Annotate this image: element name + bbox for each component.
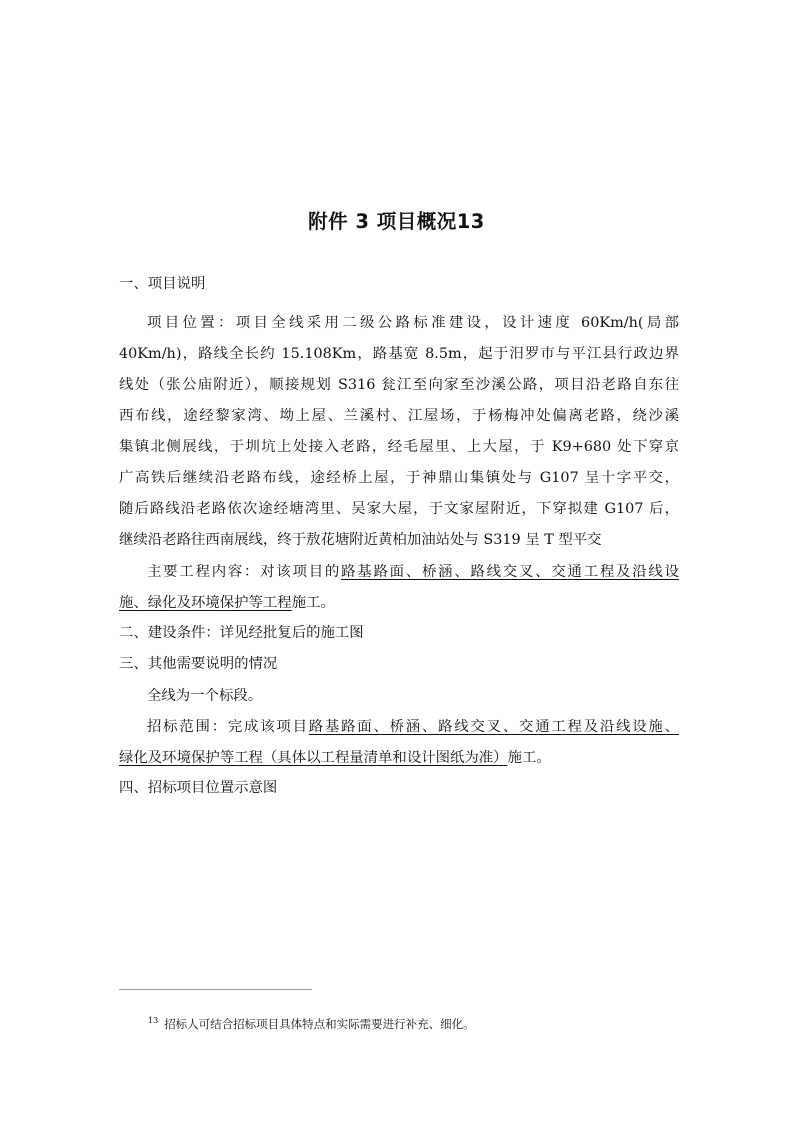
section-heading-other-notes: 三、其他需要说明的情况 — [119, 656, 278, 672]
project-location-line-2: 40Km/h)，路线全长约 15.108Km，路基宽 8.5m，起于汨罗市与平江县行政边界 — [119, 346, 679, 362]
tender-scope-underlined-2: 绿化及环境保护等工程（具体以工程量清单和设计图纸为准） — [119, 750, 508, 766]
project-location-line-6: 广高铁后继续沿老路布线，途经桥上屋，于神鼎山集镇处与 G107 呈十字平交， — [119, 470, 679, 486]
project-location-line-3: 线处（张公庙附近），顺接规划 S316 瓮江至向家至沙溪公路，项目沿老路自东往 — [119, 377, 679, 393]
section-heading-project-description: 一、项目说明 — [119, 276, 206, 292]
footnote-marker: 13 — [148, 1016, 159, 1025]
section-heading-location-map: 四、招标项目位置示意图 — [119, 780, 278, 796]
project-location-line-1: 项目位置：项目全线采用二级公路标准建设，设计速度 60Km/h(局部 — [147, 315, 679, 331]
single-lot-text: 全线为一个标段。 — [147, 688, 263, 704]
main-works-underlined-1: 路基路面、桥涵、路线交叉、交通工程及沿线设 — [341, 564, 679, 580]
main-works-line-1 — [147, 562, 679, 582]
project-location-line-8: 继续沿老路往西南展线，终于敖花塘附近黄柏加油站处与 S319 呈 T 型平交 — [119, 532, 602, 548]
main-works-suffix: 施工。 — [291, 595, 335, 611]
project-location-line-4: 西布线，途经黎家湾、坳上屋、兰溪村、江屋场，于杨梅冲处偏离老路，绕沙溪 — [119, 408, 679, 424]
tender-scope-line-1 — [147, 717, 679, 737]
project-location-line-5: 集镇北侧展线，于圳坑上处接入老路，经毛屋里、上大屋，于 K9+680 处下穿京 — [119, 439, 679, 455]
tender-scope-suffix: 施工。 — [507, 750, 551, 766]
footnote-separator — [119, 989, 312, 990]
project-location-line-7: 随后路线沿老路依次途经塘湾里、吴家大屋，于文家屋附近，下穿拟建 G107 后， — [119, 501, 679, 517]
tender-scope-underlined-1: 路基路面、桥涵、路线交叉、交通工程及沿线设施、 — [308, 719, 679, 735]
section-heading-construction-conditions: 二、建设条件：详见经批复后的施工图 — [119, 625, 364, 641]
main-works-prefix: 主要工程内容：对该项目的 — [147, 564, 342, 580]
footnote — [148, 1013, 475, 1032]
footnote-text: 招标人可结合招标项目具体特点和实际需要进行补充、细化。 — [164, 1017, 475, 1031]
page-title: 附件 3 项目概况13 — [308, 210, 485, 233]
tender-scope-line-2 — [119, 748, 679, 768]
main-works-line-2 — [119, 593, 679, 613]
main-works-underlined-2: 施、绿化及环境保护等工程 — [119, 595, 292, 611]
tender-scope-prefix: 招标范围：完成该项目 — [147, 719, 309, 735]
